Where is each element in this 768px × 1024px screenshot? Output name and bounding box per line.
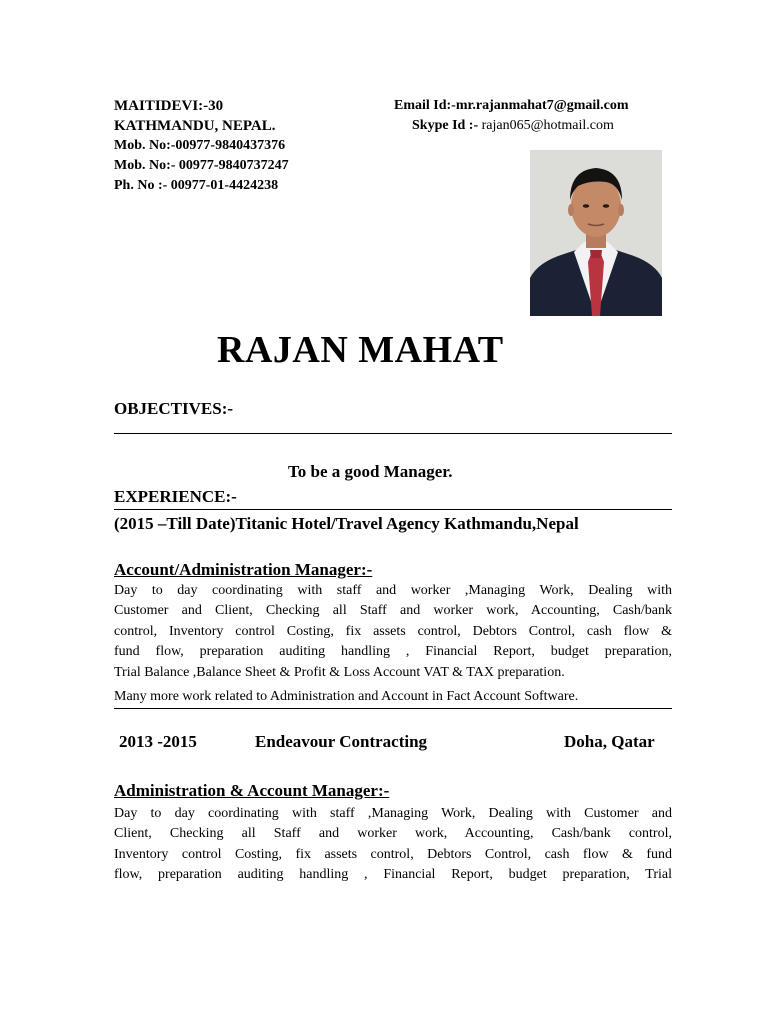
mobile-number-1: Mob. No:-00977-9840437376 <box>114 138 286 153</box>
job-2-role-title: Administration & Account Manager <box>114 781 378 800</box>
job-2-role <box>114 781 389 801</box>
job-2-desc-line: Client, Checking all Staff and worker work, Accounting, Cash/bank control, <box>114 826 672 842</box>
job-1-description <box>114 581 672 707</box>
address-line-2: KATHMANDU, NEPAL. <box>114 118 276 134</box>
phone-number: Ph. No :- 00977-01-4424238 <box>114 178 279 193</box>
objective-text: To be a good Manager. <box>288 462 453 481</box>
job-2-location: Doha, Qatar <box>564 732 655 751</box>
address-line-1: MAITIDEVI:-30 <box>114 98 224 114</box>
objectives-divider <box>114 433 672 434</box>
job-2-desc-line: Inventory control Costing, fix assets control, Debtors Control, cash flow & fund <box>114 846 672 862</box>
profile-photo <box>530 150 662 316</box>
job-2-period: 2013 -2015 <box>119 732 197 751</box>
job-1-role <box>114 560 372 580</box>
mobile-number-2: Mob. No:- 00977-9840737247 <box>114 158 289 173</box>
email-line <box>394 96 629 116</box>
skype-label: Skype Id :- <box>412 118 482 133</box>
job-1-desc-line: fund flow, preparation auditing handling , Financial Report, budget preparation, <box>114 644 672 660</box>
job-1-header: (2015 –Till Date)Titanic Hotel/Travel Agency Kathmandu,Nepal <box>114 514 579 533</box>
job-1-desc-line: control, Inventory control Costing, fix assets control, Debtors Control, cash flow & <box>114 623 672 639</box>
experience-heading: EXPERIENCE:- <box>114 487 237 506</box>
email-value: mr.rajanmahat7@gmail.com <box>455 98 629 113</box>
candidate-name: RAJAN MAHAT <box>217 329 504 371</box>
job-2-desc-line: Day to day coordinating with staff ,Managing Work, Dealing with Customer and <box>114 806 672 821</box>
job-2-company: Endeavour Contracting <box>255 732 428 751</box>
job-1-role-suffix: :- <box>360 560 373 579</box>
contact-address-block <box>114 96 289 196</box>
skype-value: rajan065@hotmail.com <box>481 118 614 133</box>
job-1-desc-line: Customer and Client, Checking all Staff and worker work, Accounting, Cash/bank <box>114 603 672 619</box>
contact-online-block <box>394 96 629 136</box>
job-1-divider <box>114 708 672 709</box>
job-2-desc-line: flow, preparation auditing handling , Financial Report, budget preparation, Trial <box>114 867 672 883</box>
job-2-role-suffix: :- <box>377 781 390 800</box>
job-1-desc-line: Trial Balance ,Balance Sheet & Profit & Loss Account VAT & TAX preparation. <box>114 664 565 680</box>
portrait-illustration <box>530 150 662 316</box>
job-1-desc-line: Many more work related to Administration and Account in Fact Account Software. <box>114 689 579 705</box>
objectives-heading: OBJECTIVES:- <box>114 399 234 418</box>
experience-divider <box>114 509 672 510</box>
email-label: Email Id:- <box>394 98 456 113</box>
job-1-role-title: Account/Administration Manager <box>114 560 361 579</box>
job-1-desc-line: Day to day coordinating with staff and worker ,Managing Work, Dealing with <box>114 583 672 598</box>
job-2-description <box>114 804 672 886</box>
skype-line <box>394 116 629 136</box>
